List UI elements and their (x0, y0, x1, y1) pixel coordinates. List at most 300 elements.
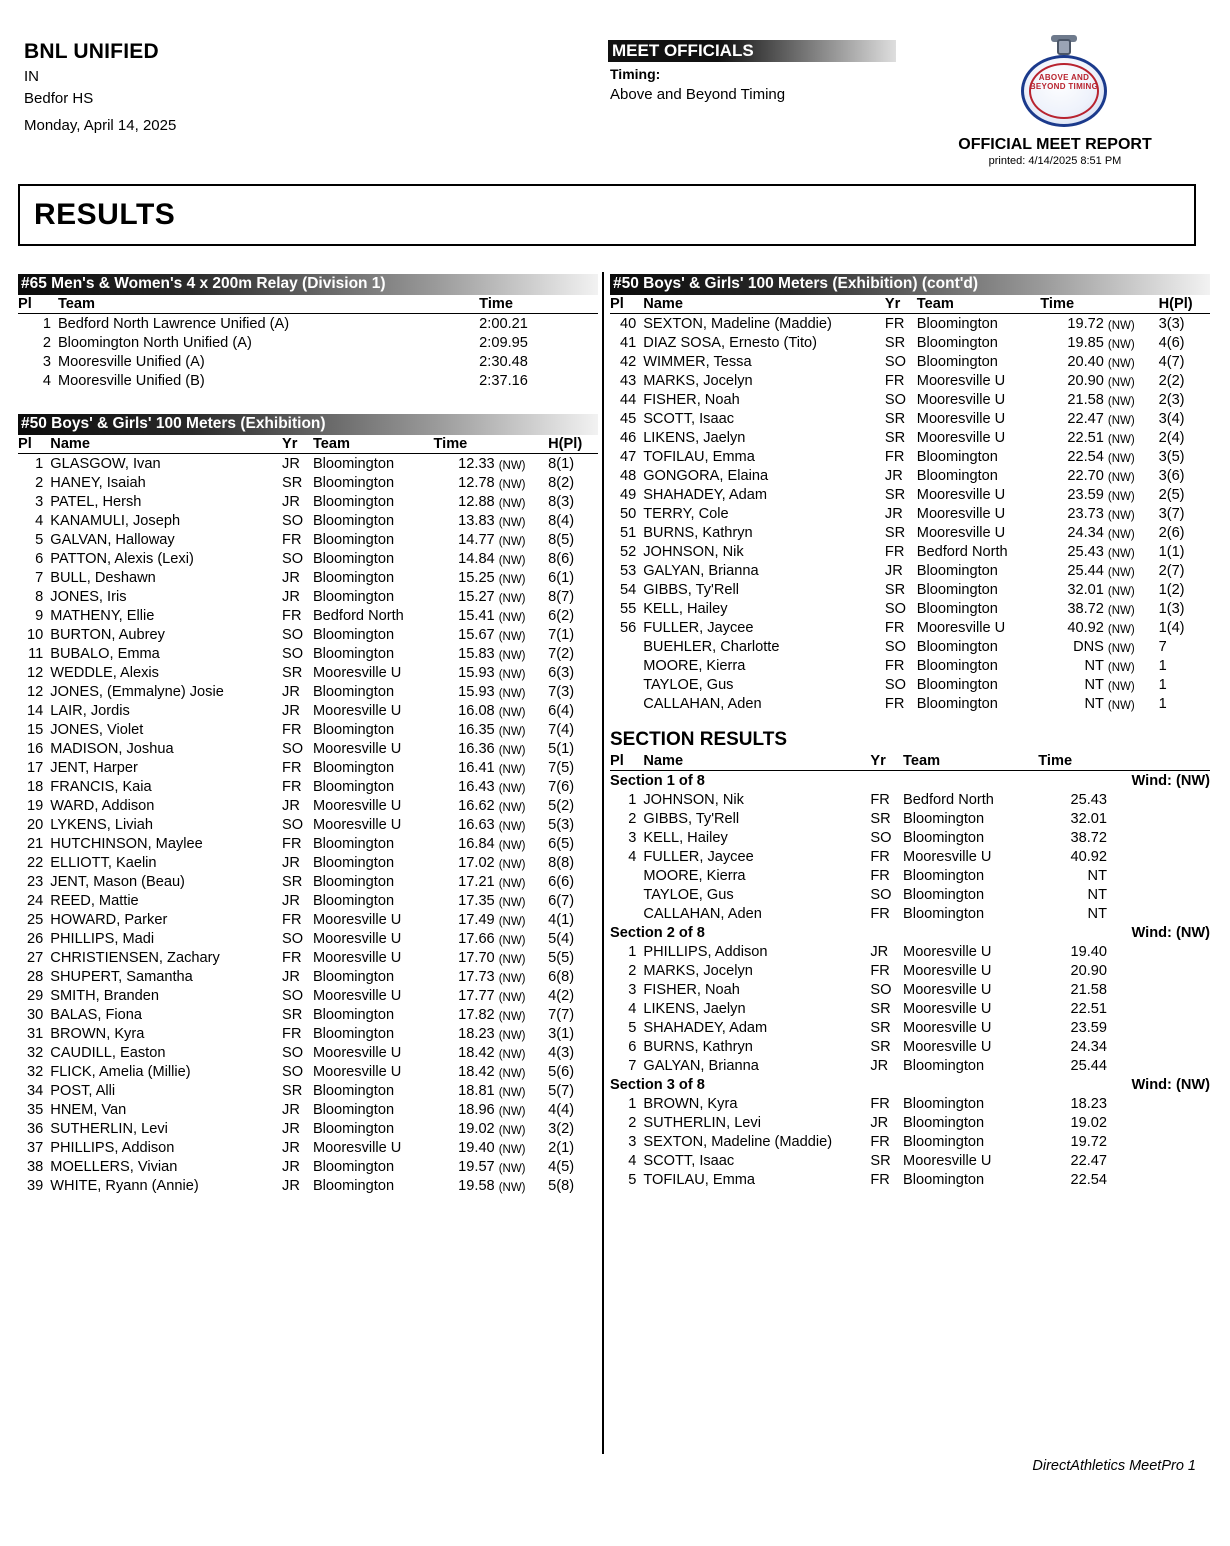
sprint-col-name: Name (50, 435, 282, 454)
athlete-time: 25.43 (1067, 543, 1104, 560)
athlete-place: 55 (619, 600, 637, 617)
table-row (18, 1176, 598, 1195)
athlete-heat-place: 7(1) (548, 626, 575, 643)
table-row (610, 1056, 1210, 1075)
athlete-team: Mooresville U (312, 797, 402, 814)
athlete-heat-place: 8(2) (548, 474, 575, 491)
sprint-col-team-cont: Team (917, 295, 1041, 314)
table-row (18, 352, 598, 371)
section-athlete-time: 21.58 (1070, 981, 1107, 998)
athlete-wind: (NW) (498, 934, 526, 947)
athlete-name: TERRY, Cole (643, 505, 729, 522)
athlete-heat-place: 3(7) (1158, 505, 1185, 522)
athlete-heat-place: 8(7) (548, 588, 575, 605)
athlete-team: Bedford North (916, 543, 1008, 560)
section-wind: Wind: (NW) (1131, 772, 1210, 789)
athlete-time: 16.63 (458, 816, 495, 833)
section-athlete-team: Mooresville U (903, 943, 992, 960)
table-row (610, 428, 1210, 447)
table-row (18, 1138, 598, 1157)
athlete-year: FR (884, 315, 905, 332)
athlete-team: Bloomington (312, 493, 395, 510)
section-athlete-team: Mooresville U (903, 1038, 992, 1055)
athlete-heat-place: 6(1) (548, 569, 575, 586)
athlete-name: PHILLIPS, Addison (50, 1139, 175, 1156)
section-athlete-time: NT (1087, 867, 1107, 884)
athlete-year: JR (282, 1158, 300, 1175)
athlete-place: 23 (27, 873, 44, 890)
athlete-team: Mooresville U (312, 911, 402, 928)
table-row (610, 371, 1210, 390)
athlete-wind: (NW) (498, 1029, 526, 1042)
section-athlete-time: 19.02 (1070, 1114, 1107, 1131)
athlete-place: 42 (619, 353, 637, 370)
section-place: 6 (628, 1038, 637, 1055)
athlete-time: 17.35 (458, 892, 495, 909)
athlete-time: 18.23 (458, 1025, 495, 1042)
athlete-place: 18 (27, 778, 44, 795)
table-row (610, 637, 1210, 656)
athlete-name: SCOTT, Isaac (643, 410, 735, 427)
athlete-name: POST, Alli (50, 1082, 116, 1099)
relay-col-team: Team (58, 295, 479, 314)
sprint-col-wind-cont (1104, 295, 1149, 314)
athlete-name: MARKS, Jocelyn (643, 372, 753, 389)
table-row (610, 828, 1210, 847)
table-row (18, 891, 598, 910)
athlete-heat-place: 4(2) (548, 987, 575, 1004)
athlete-heat-place: 3(3) (1158, 315, 1185, 332)
section-athlete-time: 25.44 (1070, 1057, 1107, 1074)
athlete-time: 19.02 (458, 1120, 495, 1137)
athlete-place: 44 (619, 391, 637, 408)
sprint-col-wind (495, 435, 538, 454)
athlete-wind: (NW) (1107, 490, 1135, 503)
athlete-year: JR (282, 854, 300, 871)
athlete-team: Bloomington (916, 334, 998, 351)
section-athlete-time: NT (1087, 886, 1107, 903)
section-athlete-name: JOHNSON, Nik (643, 791, 744, 808)
athlete-name: LYKENS, Liviah (50, 816, 154, 833)
athlete-name: CALLAHAN, Aden (643, 695, 762, 712)
table-row (610, 333, 1210, 352)
athlete-name: CHRISTIENSEN, Zachary (50, 949, 220, 966)
athlete-time: 15.25 (458, 569, 495, 586)
athlete-place: 46 (619, 429, 637, 446)
relay-time: 2:00.21 (479, 315, 528, 332)
athlete-year: JR (282, 968, 300, 985)
athlete-wind: (NW) (498, 687, 526, 700)
athlete-heat-place: 2(3) (1158, 391, 1185, 408)
athlete-name: JENT, Mason (Beau) (50, 873, 185, 890)
table-row (18, 701, 598, 720)
athlete-place: 31 (27, 1025, 44, 1042)
section-place: 4 (628, 1152, 637, 1169)
athlete-place: 30 (27, 1006, 44, 1023)
athlete-heat-place: 4(3) (548, 1044, 575, 1061)
section-athlete-team: Bloomington (903, 1171, 985, 1188)
relay-team: Bedford North Lawrence Unified (A) (57, 315, 290, 332)
athlete-time: 17.82 (458, 1006, 495, 1023)
athlete-place: 27 (27, 949, 44, 966)
section-athlete-team: Mooresville U (903, 981, 992, 998)
table-row (610, 561, 1210, 580)
athlete-name: REED, Mattie (50, 892, 139, 909)
athlete-name: MATHENY, Ellie (50, 607, 155, 624)
relay-place: 1 (42, 315, 51, 332)
athlete-name: HOWARD, Parker (50, 911, 168, 928)
athlete-heat-place: 2(1) (548, 1139, 575, 1156)
athlete-team: Bloomington (312, 854, 395, 871)
athlete-year: JR (282, 797, 300, 814)
section-row-spacer (1107, 980, 1210, 999)
section-place: 3 (628, 1133, 637, 1150)
athlete-team: Bloomington (312, 1158, 395, 1175)
athlete-year: JR (282, 1139, 300, 1156)
table-row (18, 314, 598, 334)
athlete-wind: (NW) (1107, 471, 1135, 484)
athlete-wind: (NW) (498, 782, 526, 795)
athlete-team: Bloomington (312, 626, 395, 643)
table-row (18, 910, 598, 929)
sprint-results-table-left (18, 435, 598, 1195)
athlete-name: PATTON, Alexis (Lexi) (50, 550, 194, 567)
athlete-name: SMITH, Branden (50, 987, 159, 1004)
athlete-team: Mooresville U (312, 664, 402, 681)
athlete-place: 54 (619, 581, 637, 598)
section-place: 3 (628, 829, 637, 846)
athlete-wind: (NW) (1107, 357, 1135, 370)
section-athlete-year: SR (870, 810, 891, 827)
athlete-place: 53 (619, 562, 637, 579)
athlete-heat-place: 4(6) (1158, 334, 1185, 351)
timing-company: Above and Beyond Timing (610, 86, 786, 103)
table-row (610, 1132, 1210, 1151)
athlete-heat-place: 5(3) (548, 816, 575, 833)
athlete-place: 8 (35, 588, 44, 605)
section-athlete-year: SR (870, 1000, 891, 1017)
relay-col-pl: Pl (18, 295, 58, 314)
athlete-time: 12.88 (458, 493, 495, 510)
athlete-time: 18.81 (458, 1082, 495, 1099)
sprint-col-heat: H(Pl) (538, 435, 598, 454)
athlete-heat-place: 1 (1158, 695, 1167, 712)
section-col-name: Name (643, 752, 870, 771)
athlete-team: Mooresville U (312, 930, 402, 947)
relay-table-header-row (18, 295, 598, 314)
sprint-table-header-row-cont (610, 295, 1210, 314)
section-athlete-team: Bloomington (903, 886, 985, 903)
athlete-time: 16.43 (458, 778, 495, 795)
table-row (610, 847, 1210, 866)
athlete-team: Mooresville U (312, 702, 402, 719)
athlete-year: FR (884, 657, 905, 674)
section-athlete-year: SO (870, 981, 892, 998)
athlete-time: 12.33 (458, 455, 495, 472)
stopwatch-stem-icon (1057, 39, 1071, 55)
table-row (610, 314, 1210, 334)
athlete-year: SR (884, 581, 906, 598)
table-row (610, 904, 1210, 923)
left-column (18, 272, 598, 1195)
athlete-name: MADISON, Joshua (50, 740, 174, 757)
athlete-place (610, 656, 643, 675)
athlete-wind: (NW) (498, 763, 526, 776)
athlete-wind: (NW) (1107, 642, 1135, 655)
athlete-team: Mooresville U (916, 410, 1006, 427)
athlete-time: 16.84 (458, 835, 495, 852)
section-row-spacer (1107, 961, 1210, 980)
athlete-wind: (NW) (498, 630, 526, 643)
athlete-year: SR (282, 474, 303, 491)
table-row (610, 1113, 1210, 1132)
athlete-place: 22 (27, 854, 44, 871)
table-row (18, 929, 598, 948)
section-row-spacer (1107, 1037, 1210, 1056)
athlete-year: SO (884, 391, 906, 408)
athlete-place: 10 (27, 626, 44, 643)
section-row-spacer (1107, 809, 1210, 828)
athlete-wind: (NW) (498, 858, 526, 871)
section-results-title: SECTION RESULTS (610, 729, 787, 750)
athlete-time: 18.96 (458, 1101, 495, 1118)
athlete-team: Bloomington (916, 638, 998, 655)
athlete-place: 4 (35, 512, 44, 529)
athlete-team: Mooresville U (916, 619, 1006, 636)
athlete-place: 45 (619, 410, 637, 427)
section-row-spacer (1107, 942, 1210, 961)
athlete-year: FR (282, 721, 302, 738)
table-row (610, 390, 1210, 409)
section-place: 1 (628, 943, 637, 960)
athlete-wind: (NW) (498, 516, 526, 529)
athlete-time: 15.93 (458, 683, 495, 700)
athlete-place: 12 (27, 664, 44, 681)
athlete-heat-place: 6(3) (548, 664, 575, 681)
table-row (610, 961, 1210, 980)
athlete-year: JR (282, 455, 300, 472)
table-row (18, 333, 598, 352)
athlete-name: GIBBS, Ty'Rell (643, 581, 739, 598)
section-place: 2 (628, 810, 637, 827)
table-row (18, 568, 598, 587)
table-row (18, 1043, 598, 1062)
athlete-heat-place: 6(4) (548, 702, 575, 719)
athlete-team: Bloomington (312, 645, 395, 662)
section-athlete-name: LIKENS, Jaelyn (643, 1000, 746, 1017)
athlete-team: Bedford North (312, 607, 404, 624)
section-athlete-team: Bloomington (903, 1095, 985, 1112)
section-athlete-time: 24.34 (1070, 1038, 1107, 1055)
athlete-time: 13.83 (458, 512, 495, 529)
athlete-heat-place: 3(1) (548, 1025, 575, 1042)
table-row (610, 694, 1210, 713)
athlete-wind: (NW) (1107, 547, 1135, 560)
athlete-place: 5 (35, 531, 44, 548)
athlete-team: Bloomington (312, 892, 395, 909)
section-row-spacer (1107, 1170, 1210, 1189)
athlete-name: HUTCHINSON, Maylee (50, 835, 203, 852)
athlete-name: WARD, Addison (50, 797, 155, 814)
meet-date: Monday, April 14, 2025 (24, 117, 177, 134)
section-label: Section 1 of 8 (610, 772, 705, 789)
athlete-year: FR (282, 531, 302, 548)
section-col-team: Team (903, 752, 1038, 771)
athlete-team: Mooresville U (916, 372, 1006, 389)
athlete-time: 16.36 (458, 740, 495, 757)
section-athlete-name: FULLER, Jaycee (643, 848, 754, 865)
athlete-wind: (NW) (498, 1010, 526, 1023)
athlete-place: 21 (27, 835, 44, 852)
section-athlete-year: JR (870, 943, 889, 960)
section-row-spacer (1107, 790, 1210, 809)
section-row-spacer (1107, 1132, 1210, 1151)
section-athlete-year: SR (870, 1019, 891, 1036)
table-row (610, 1094, 1210, 1113)
athlete-wind: (NW) (1107, 661, 1135, 674)
athlete-heat-place: 1(1) (1158, 543, 1185, 560)
meet-officials-title: MEET OFFICIALS (612, 41, 754, 60)
athlete-name: LAIR, Jordis (50, 702, 130, 719)
athlete-name: TOFILAU, Emma (643, 448, 755, 465)
athlete-wind: (NW) (498, 573, 526, 586)
section-athlete-name: MARKS, Jocelyn (643, 962, 753, 979)
report-footer: DirectAthletics MeetPro 1 (1032, 1458, 1196, 1474)
section-place (610, 885, 643, 904)
section-athlete-name: FISHER, Noah (643, 981, 740, 998)
table-row (610, 504, 1210, 523)
athlete-year: FR (282, 759, 302, 776)
section-place (610, 904, 643, 923)
athlete-place: 19 (27, 797, 44, 814)
athlete-time: 12.78 (458, 474, 495, 491)
athlete-heat-place: 6(2) (548, 607, 575, 624)
athlete-team: Mooresville U (916, 524, 1006, 541)
report-title: OFFICIAL MEET REPORT (958, 136, 1152, 153)
section-row-spacer (1107, 904, 1210, 923)
section-athlete-name: SEXTON, Madeline (Maddie) (643, 1133, 833, 1150)
table-row (610, 999, 1210, 1018)
athlete-year: SR (884, 429, 906, 446)
section-wind: Wind: (NW) (1131, 924, 1210, 941)
report-printed-timestamp: printed: 4/14/2025 8:51 PM (988, 155, 1122, 167)
athlete-time: 16.41 (458, 759, 495, 776)
athlete-heat-place: 8(8) (548, 854, 575, 871)
athlete-place: 25 (27, 911, 44, 928)
athlete-heat-place: 4(7) (1158, 353, 1185, 370)
athlete-time: 15.93 (458, 664, 495, 681)
section-athlete-team: Bloomington (903, 829, 985, 846)
athlete-place: 52 (619, 543, 637, 560)
athlete-year: FR (282, 835, 302, 852)
athlete-team: Bloomington (916, 695, 998, 712)
athlete-team: Bloomington (916, 676, 998, 693)
athlete-team: Bloomington (916, 600, 998, 617)
athlete-name: GALVAN, Halloway (50, 531, 175, 548)
athlete-year: SR (282, 664, 303, 681)
athlete-heat-place: 1(4) (1158, 619, 1185, 636)
section-athlete-year: FR (870, 905, 890, 922)
athlete-heat-place: 3(5) (1158, 448, 1185, 465)
athlete-name: BROWN, Kyra (50, 1025, 145, 1042)
athlete-heat-place: 1(2) (1158, 581, 1185, 598)
section-athlete-name: BROWN, Kyra (643, 1095, 738, 1112)
section-athlete-team: Mooresville U (903, 962, 992, 979)
section-header-row (610, 1075, 1210, 1094)
table-row (18, 815, 598, 834)
athlete-time: 18.42 (458, 1063, 495, 1080)
athlete-team: Mooresville U (312, 816, 402, 833)
athlete-name: BUEHLER, Charlotte (643, 638, 780, 655)
logo-text: ABOVE AND BEYOND TIMING (1029, 73, 1099, 91)
section-athlete-time: 23.59 (1070, 1019, 1107, 1036)
athlete-name: KELL, Hailey (643, 600, 728, 617)
athlete-wind: (NW) (498, 839, 526, 852)
athlete-heat-place: 7 (1158, 638, 1167, 655)
athlete-time: 14.84 (458, 550, 495, 567)
table-row (18, 1100, 598, 1119)
athlete-heat-place: 4(5) (548, 1158, 575, 1175)
athlete-year: JR (282, 569, 300, 586)
athlete-year: JR (282, 493, 300, 510)
table-row (18, 967, 598, 986)
timing-label: Timing: (610, 66, 661, 82)
meet-name: BNL UNIFIED (24, 40, 159, 63)
athlete-wind: (NW) (1107, 699, 1135, 712)
athlete-name: CAUDILL, Easton (50, 1044, 166, 1061)
table-row (18, 720, 598, 739)
athlete-team: Bloomington (916, 448, 998, 465)
athlete-wind: (NW) (498, 459, 526, 472)
athlete-year: SO (884, 600, 906, 617)
athlete-heat-place: 5(1) (548, 740, 575, 757)
athlete-wind: (NW) (498, 1124, 526, 1137)
column-divider (602, 272, 604, 1454)
athlete-year: SR (884, 334, 906, 351)
athlete-team: Mooresville U (312, 949, 402, 966)
relay-table-body (18, 314, 598, 391)
athlete-heat-place: 1 (1158, 676, 1167, 693)
athlete-year: FR (884, 448, 905, 465)
athlete-time: NT (1084, 657, 1104, 674)
athlete-wind: (NW) (498, 478, 526, 491)
athlete-heat-place: 3(4) (1158, 410, 1185, 427)
table-row (18, 663, 598, 682)
table-row (18, 473, 598, 492)
athlete-name: HNEM, Van (50, 1101, 127, 1118)
table-row (610, 542, 1210, 561)
athlete-time: 38.72 (1067, 600, 1104, 617)
athlete-time: 19.72 (1067, 315, 1104, 332)
athlete-heat-place: 3(6) (1158, 467, 1185, 484)
table-row (18, 606, 598, 625)
athlete-place: 39 (27, 1177, 44, 1194)
athlete-place: 15 (27, 721, 44, 738)
athlete-wind: (NW) (498, 877, 526, 890)
athlete-time: 15.41 (458, 607, 495, 624)
athlete-team: Mooresville U (312, 1044, 402, 1061)
table-row (18, 1062, 598, 1081)
athlete-year: SR (282, 1082, 303, 1099)
section-athlete-team: Bloomington (903, 1057, 985, 1074)
table-row (610, 1151, 1210, 1170)
table-row (18, 834, 598, 853)
athlete-team: Bloomington (916, 581, 998, 598)
athlete-wind: (NW) (498, 592, 526, 605)
athlete-year: JR (884, 505, 903, 522)
athlete-team: Bloomington (312, 588, 395, 605)
section-row-spacer (1107, 885, 1210, 904)
